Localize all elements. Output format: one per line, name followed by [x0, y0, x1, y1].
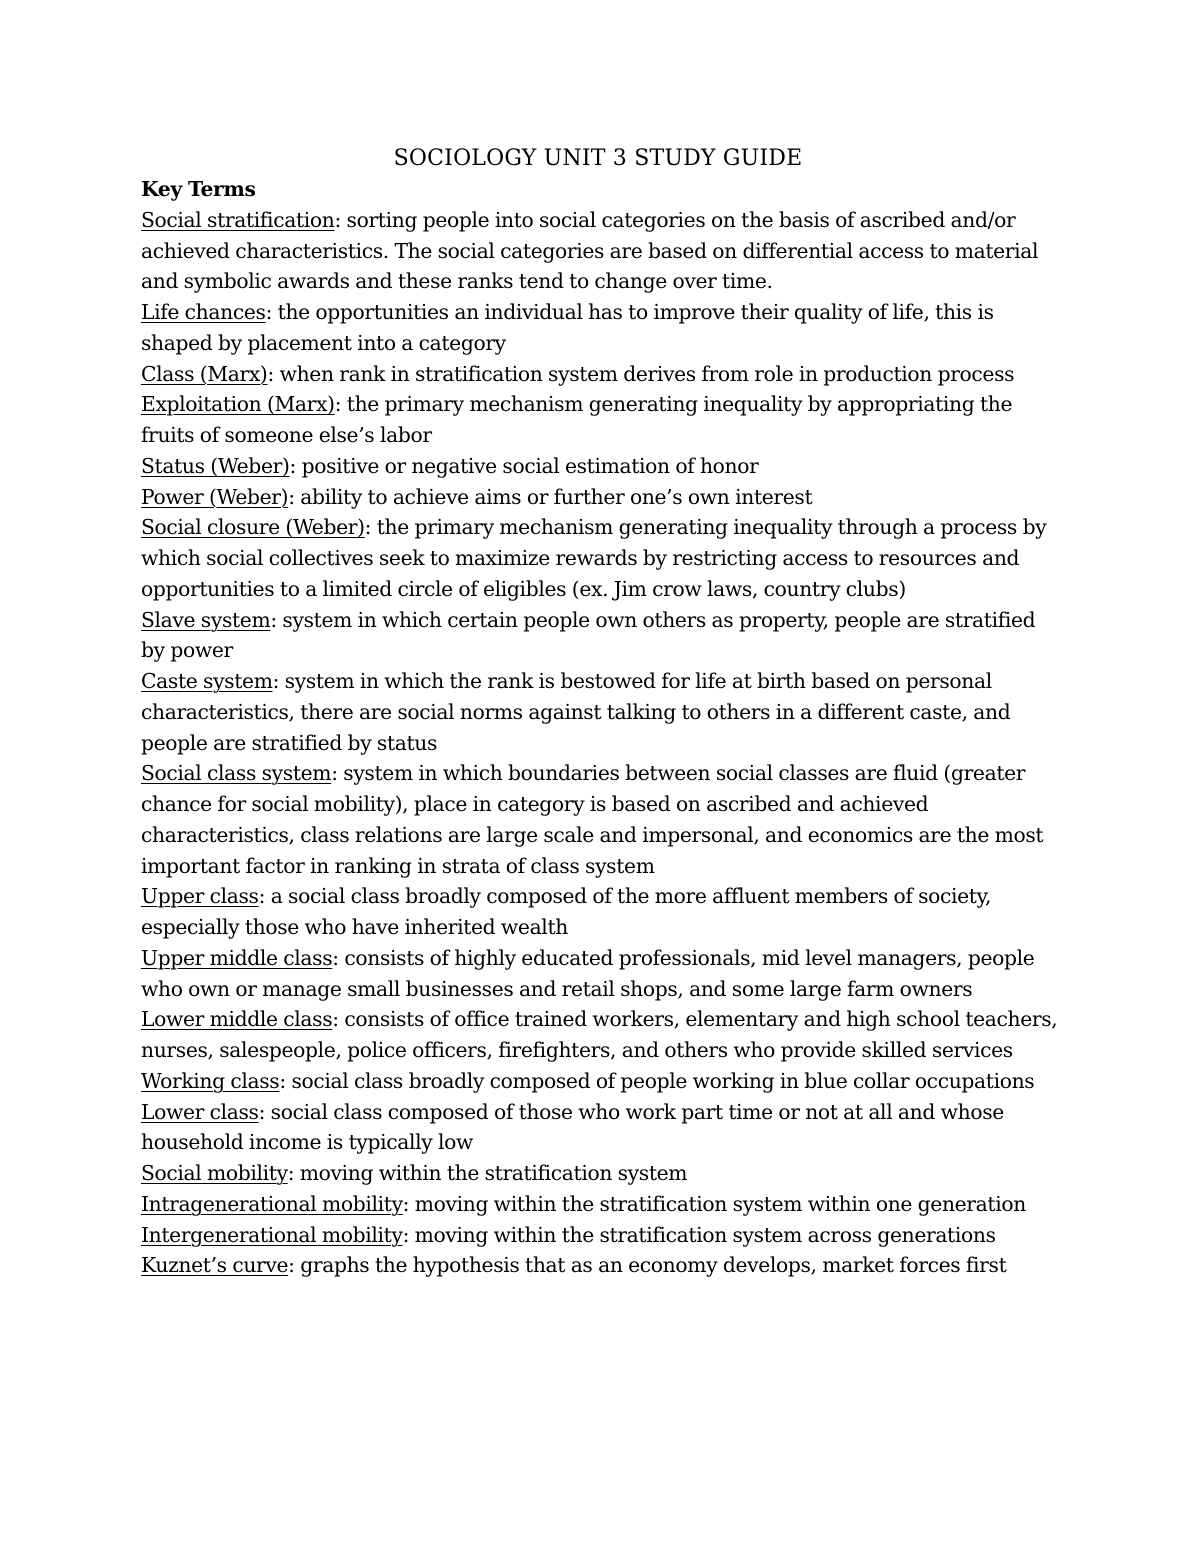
term-name: Status (Weber): [141, 453, 290, 478]
term-definition: : system in which the rank is bestowed for life at birth based on personal characteristics, there are social norms against talking to others in a different caste, and people are stratified by status: [141, 669, 1011, 755]
term-definition: : moving within the stratification system across generations: [402, 1222, 996, 1247]
term-definition: : system in which boundaries between social classes are fluid (greater chance for social mobility), place in category is based on ascribed and achieved characteristics, class relations are large scale and impersonal, and economics are the most important factor in ranking in strata of class system: [141, 761, 1044, 878]
term-name: Social class system: [141, 761, 332, 786]
term-entry: [141, 1158, 1059, 1189]
section-heading: Key Terms: [141, 177, 256, 201]
term-definition: : consists of office trained workers, elementary and high school teachers, nurses, salespeople, police officers, firefighters, and others who provide skilled services: [141, 1007, 1058, 1062]
term-entry: [141, 389, 1059, 451]
term-entry: [141, 451, 1059, 482]
term-entry: [141, 1220, 1059, 1251]
term-definition: : the primary mechanism generating inequality by appropriating the fruits of someone else’s labor: [141, 392, 1013, 447]
term-entry: [141, 943, 1059, 1005]
term-name: Upper class: [141, 884, 259, 909]
term-entry: [141, 881, 1059, 943]
term-name: Social mobility: [141, 1161, 288, 1185]
term-entry: [141, 1066, 1059, 1097]
term-name: Exploitation (Marx): [141, 392, 335, 417]
term-definition: : system in which certain people own others as property, people are stratified by power: [141, 607, 1036, 663]
term-name: Intergenerational mobility: [141, 1222, 403, 1247]
term-entry: [141, 1097, 1059, 1159]
term-entry: [141, 512, 1059, 604]
term-name: Upper middle class: [141, 945, 333, 970]
term-definition: : social class composed of those who work part time or not at all and whose household income is typically low: [141, 1099, 1004, 1155]
term-definition: : when rank in stratification system derives from role in production process: [267, 361, 1015, 386]
term-definition: : graphs the hypothesis that as an economy develops, market forces first: [288, 1253, 1007, 1278]
term-definition: : social class broadly composed of people working in blue collar occupations: [279, 1068, 1035, 1093]
term-entry: [141, 1004, 1059, 1066]
term-name: Working class: [141, 1068, 280, 1093]
term-definition: : moving within the stratification system: [287, 1161, 688, 1185]
document-title: SOCIOLOGY UNIT 3 STUDY GUIDE: [393, 146, 803, 171]
term-entry: [141, 359, 1059, 390]
term-name: Intragenerational mobility: [141, 1191, 403, 1216]
term-entry: [141, 205, 1059, 297]
term-name: Social closure (Weber): [141, 515, 365, 540]
term-name: Kuznet’s curve: [141, 1253, 289, 1278]
term-name: Life chances: [141, 300, 266, 324]
term-name: Class (Marx): [141, 361, 268, 386]
term-definition: : consists of highly educated professionals, mid level managers, people who own or manage small businesses and retail shops, and some large farm owners: [141, 945, 1035, 1001]
term-name: Caste system: [141, 669, 273, 693]
term-entry: [141, 666, 1059, 758]
term-name: Power (Weber): [141, 484, 289, 509]
term-name: Lower middle class: [141, 1007, 333, 1032]
term-entry: [141, 297, 1059, 359]
term-definition: : the primary mechanism generating inequality through a process by which social collectives seek to maximize rewards by restricting access to resources and opportunities to a limited circle of eligibles (ex. Jim crow laws, country clubs): [141, 515, 1047, 601]
term-definition: : ability to achieve aims or further one’s own interest: [288, 484, 813, 509]
term-name: Social stratification: [141, 207, 335, 232]
term-list: [141, 205, 1059, 1281]
term-definition: : a social class broadly composed of the more affluent members of society, especially those who have inherited wealth: [141, 884, 992, 939]
term-entry: [141, 605, 1059, 667]
term-entry: [141, 1250, 1059, 1281]
term-definition: : sorting people into social categories on the basis of ascribed and/or achieved characteristics. The social categories are based on differential access to material and symbolic awards and these ranks tend to change over time.: [141, 207, 1039, 294]
term-entry: [141, 482, 1059, 513]
term-entry: [141, 1189, 1059, 1220]
term-entry: [141, 758, 1059, 881]
term-definition: : the opportunities an individual has to improve their quality of life, this is shaped by placement into a category: [141, 300, 994, 355]
term-definition: : moving within the stratification system within one generation: [402, 1191, 1026, 1216]
key-terms-section: [141, 174, 1059, 1281]
term-definition: : positive or negative social estimation of honor: [289, 453, 759, 478]
term-name: Slave system: [141, 607, 271, 632]
term-name: Lower class: [141, 1099, 259, 1124]
